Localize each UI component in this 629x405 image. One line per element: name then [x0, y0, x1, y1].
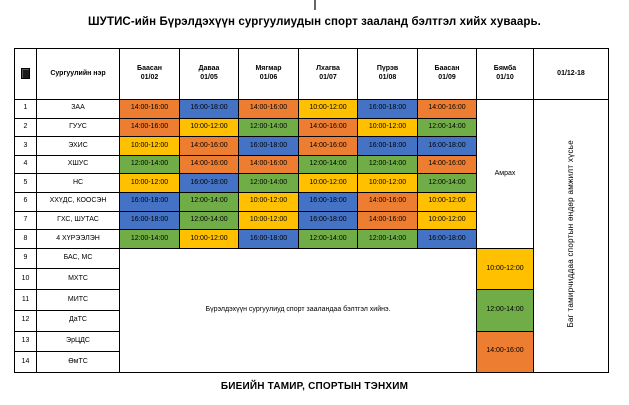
school-name-cell: ЭХИС	[37, 137, 120, 156]
own-hall-note-cell: Бүрэлдэхүүн сургуулиуд спорт зааландаа бэлтгэл хийнэ.	[120, 248, 477, 372]
schedule-slot-cell: 10:00-12:00	[180, 230, 239, 249]
schedule-slot-cell: 14:00-16:00	[239, 155, 299, 174]
schedule-slot-cell: 16:00-18:00	[418, 230, 477, 249]
day-name: Лхагва	[316, 65, 340, 73]
schedule-slot-cell: 14:00-16:00	[120, 118, 180, 137]
week-header: 01/12-18	[534, 49, 609, 100]
saturday-rest-cell: Амрах	[477, 100, 534, 249]
schedule-slot-cell: 14:00-16:00	[180, 155, 239, 174]
day-header	[299, 49, 358, 100]
schedule-slot-cell: 16:00-18:00	[299, 211, 358, 230]
day-name: Баасан	[434, 65, 460, 73]
day-name: Даваа	[198, 65, 220, 73]
schedule-slot-cell: 12:00-14:00	[358, 155, 418, 174]
day-date: 01/10	[496, 74, 514, 81]
row-number-cell: 13	[15, 331, 37, 352]
schedule-slot-cell: 12:00-14:00	[239, 118, 299, 137]
school-name-cell: ГУУС	[37, 118, 120, 137]
row-number-cell: 3	[15, 137, 37, 156]
schedule-slot-cell: 12:00-14:00	[418, 174, 477, 193]
schedule-slot-cell: 16:00-18:00	[358, 100, 418, 119]
day-name: Мягмар	[255, 65, 282, 73]
schedule-slot-cell: 14:00-16:00	[418, 155, 477, 174]
school-name-cell: ДаТС	[37, 310, 120, 331]
schedule-slot-cell: 10:00-12:00	[358, 118, 418, 137]
row-number-cell: 10	[15, 269, 37, 290]
schedule-slot-cell: 10:00-12:00	[418, 192, 477, 211]
day-date: 01/07	[319, 74, 337, 81]
school-name-cell: МХТС	[37, 269, 120, 290]
schedule-slot-cell: 10:00-12:00	[299, 174, 358, 193]
row-number-cell: 2	[15, 118, 37, 137]
row-number-cell: 4	[15, 155, 37, 174]
schedule-slot-cell: 16:00-18:00	[358, 137, 418, 156]
day-date: 01/05	[200, 74, 218, 81]
schedule-slot-cell: 12:00-14:00	[418, 118, 477, 137]
schedule-table	[14, 48, 609, 373]
schedule-slot-cell: 14:00-16:00	[299, 137, 358, 156]
day-header	[120, 49, 180, 100]
saturday-header	[477, 49, 534, 100]
schedule-slot-cell: 16:00-18:00	[180, 100, 239, 119]
day-header	[358, 49, 418, 100]
saturday-slot-cell: 14:00-16:00	[477, 331, 534, 372]
schedule-slot-cell: 16:00-18:00	[418, 137, 477, 156]
vertical-note-cell	[534, 100, 609, 373]
day-header	[239, 49, 299, 100]
schedule-slot-cell: 16:00-18:00	[120, 211, 180, 230]
saturday-slot-cell: 10:00-12:00	[477, 248, 534, 289]
schedule-slot-cell: 16:00-18:00	[239, 137, 299, 156]
school-name-cell: ЭрЦДС	[37, 331, 120, 352]
schedule-slot-cell: 10:00-12:00	[120, 174, 180, 193]
row-number-cell: 6	[15, 192, 37, 211]
school-name-cell: ӨмТС	[37, 352, 120, 373]
screen-artifact-tick	[314, 0, 316, 10]
school-name-cell: ЗАА	[37, 100, 120, 119]
school-name-cell: 4 ХҮРЭЭЛЭН	[37, 230, 120, 249]
row-number-cell: 8	[15, 230, 37, 249]
schedule-slot-cell: 10:00-12:00	[358, 174, 418, 193]
day-header	[418, 49, 477, 100]
schedule-slot-cell: 14:00-16:00	[299, 118, 358, 137]
school-name-cell: ГХС, ШУТАС	[37, 211, 120, 230]
schedule-slot-cell: 16:00-18:00	[299, 192, 358, 211]
row-number-cell: 5	[15, 174, 37, 193]
schedule-slot-cell: 14:00-16:00	[358, 211, 418, 230]
schedule-slot-cell: 12:00-14:00	[299, 155, 358, 174]
day-date: 01/02	[140, 74, 159, 81]
row-number-cell: 1	[15, 100, 37, 119]
schedule-slot-cell: 16:00-18:00	[239, 230, 299, 249]
row-number-cell: 11	[15, 290, 37, 311]
schedule-slot-cell: 10:00-12:00	[239, 211, 299, 230]
missing-glyph-box-icon	[21, 68, 30, 79]
schedule-slot-cell: 16:00-18:00	[180, 174, 239, 193]
footer-caption: БИЕИЙН ТАМИР, СПОРТЫН ТЭНХИМ	[220, 381, 409, 392]
schedule-slot-cell: 10:00-12:00	[180, 118, 239, 137]
day-header	[180, 49, 239, 100]
page-title: ШУТИС-ийн Бүрэлдэхүүн сургуулиудын спорт зааланд бэлтгэл хийх хуваарь.	[88, 16, 541, 28]
schedule-slot-cell: 10:00-12:00	[120, 137, 180, 156]
schedule-slot-cell: 12:00-14:00	[120, 155, 180, 174]
row-number-cell: 7	[15, 211, 37, 230]
number-col-header	[15, 49, 37, 100]
row-number-cell: 12	[15, 310, 37, 331]
day-date: 01/09	[438, 74, 456, 81]
row-number-cell: 14	[15, 352, 37, 373]
school-name-cell: ХХҮДС, КООСЭН	[37, 192, 120, 211]
schedule-slot-cell: 12:00-14:00	[239, 174, 299, 193]
day-name: Баасан	[137, 65, 162, 73]
schedule-slot-cell: 12:00-14:00	[180, 211, 239, 230]
school-name-cell: ХШУС	[37, 155, 120, 174]
schedule-slot-cell: 14:00-16:00	[418, 100, 477, 119]
vertical-note-text: Баг тамирчиддаа спортын өндөр амжилт хүсье	[566, 140, 575, 328]
schedule-slot-cell: 14:00-16:00	[358, 192, 418, 211]
schedule-slot-cell: 12:00-14:00	[358, 230, 418, 249]
schedule-slot-cell: 16:00-18:00	[120, 192, 180, 211]
schedule-slot-cell: 12:00-14:00	[180, 192, 239, 211]
day-name: Бямба	[493, 65, 517, 73]
school-name-cell: МИТС	[37, 290, 120, 311]
row-number-cell: 9	[15, 248, 37, 269]
day-name: Пүрэв	[376, 65, 399, 73]
day-date: 01/08	[378, 74, 397, 81]
schedule-slot-cell: 12:00-14:00	[120, 230, 180, 249]
schedule-slot-cell: 10:00-12:00	[239, 192, 299, 211]
schedule-slot-cell: 14:00-16:00	[180, 137, 239, 156]
schedule-slot-cell: 10:00-12:00	[418, 211, 477, 230]
saturday-slot-cell: 12:00-14:00	[477, 290, 534, 331]
schedule-slot-cell: 10:00-12:00	[299, 100, 358, 119]
schedule-slot-cell: 14:00-16:00	[239, 100, 299, 119]
school-name-cell: НС	[37, 174, 120, 193]
day-date: 01/06	[259, 74, 278, 81]
schedule-slot-cell: 12:00-14:00	[299, 230, 358, 249]
school-name-header: Сургуулийн нэр	[37, 49, 120, 100]
schedule-slot-cell: 14:00-16:00	[120, 100, 180, 119]
school-name-cell: БАС, МС	[37, 248, 120, 269]
